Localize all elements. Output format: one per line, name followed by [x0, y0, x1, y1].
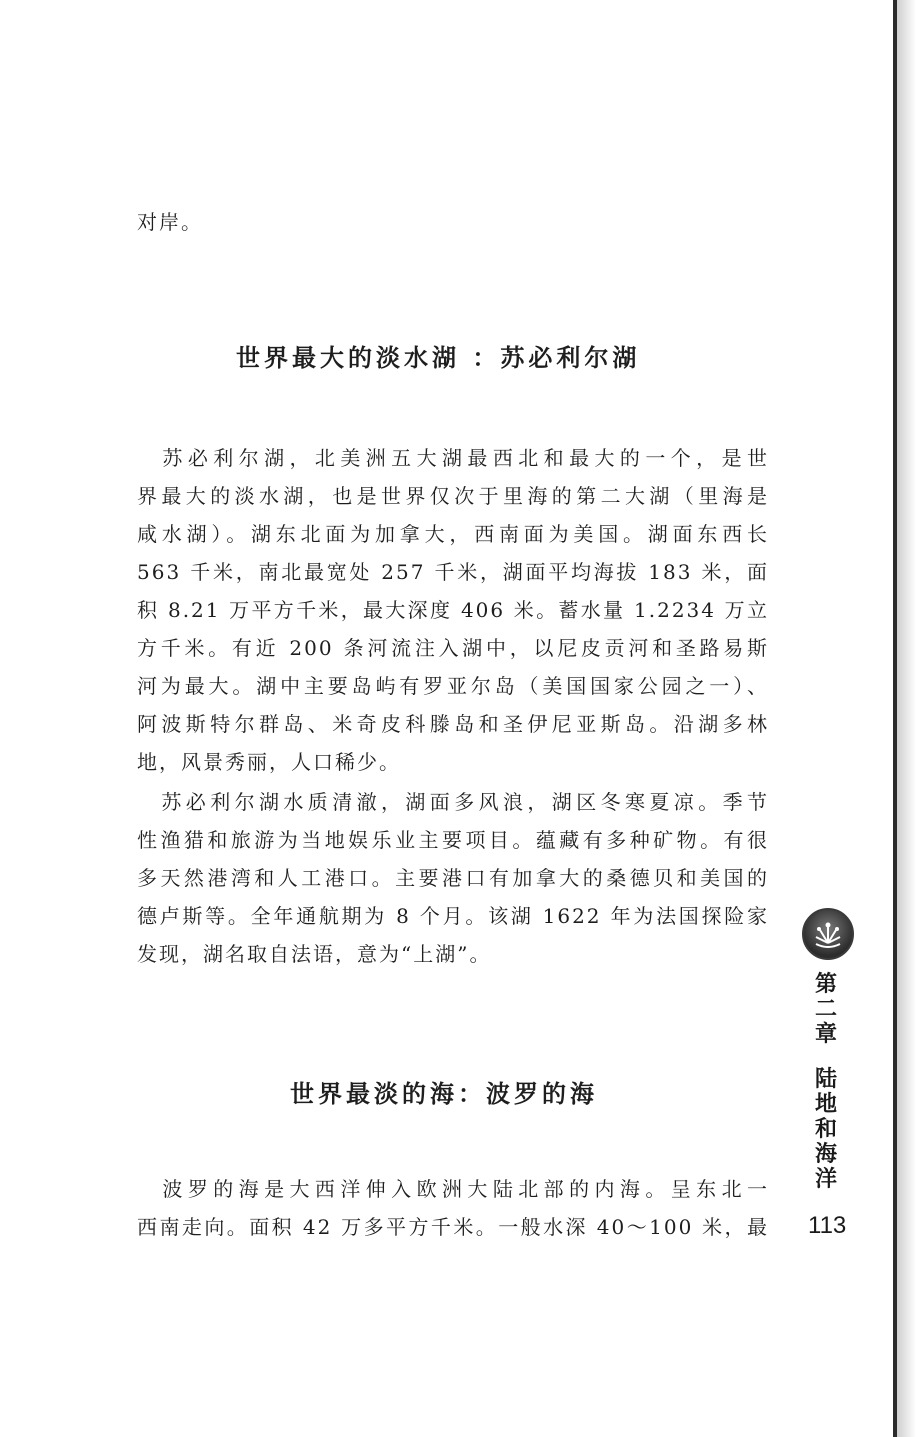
- chapter-emblem-icon: [802, 908, 854, 960]
- body-line: 咸水湖）。湖东北面为加拿大，西南面为美国。湖面东西长: [137, 522, 769, 546]
- chapter-margin-tab: [801, 908, 853, 1192]
- body-line: 界最大的淡水湖，也是世界仅次于里海的第二大湖（里海是: [137, 484, 769, 508]
- section-heading-superior: 世界最大的淡水湖 ：苏必利尔湖: [236, 343, 641, 372]
- body-line: 积 8.21 万平方千米，最大深度 406 米。蓄水量 1.2234 万立: [137, 598, 769, 622]
- chapter-title: 陆地和海洋: [815, 1066, 838, 1192]
- body-line: 苏必利尔湖，北美洲五大湖最西北和最大的一个，是世: [137, 446, 769, 470]
- page-number: 113: [808, 1212, 847, 1239]
- page-edge-shadow: [897, 0, 916, 1437]
- body-line: 西南走向。面积 42 万多平方千米。一般水深 40～100 米，最: [137, 1215, 769, 1239]
- section-heading-baltic: 世界最淡的海：波罗的海: [290, 1079, 598, 1108]
- body-line: 河为最大。湖中主要岛屿有罗亚尔岛（美国国家公园之一）、: [137, 674, 769, 698]
- body-line: 性渔猎和旅游为当地娱乐业主要项目。蕴藏有多种矿物。有很: [137, 828, 769, 852]
- body-line: 阿波斯特尔群岛、米奇皮科滕岛和圣伊尼亚斯岛。沿湖多林: [137, 712, 769, 736]
- body-line: 563 千米，南北最宽处 257 千米，湖面平均海拔 183 米，面: [137, 560, 769, 584]
- carryover-line: 对岸。: [137, 210, 203, 234]
- body-line: 方千米。有近 200 条河流注入湖中，以尼皮贡河和圣路易斯: [137, 636, 769, 660]
- chapter-number: 第二章: [815, 971, 838, 1047]
- body-line: 波罗的海是大西洋伸入欧洲大陆北部的内海。呈东北一: [137, 1177, 769, 1201]
- body-line: 德卢斯等。全年通航期为 8 个月。该湖 1622 年为法国探险家: [137, 904, 769, 928]
- body-line: 地，风景秀丽，人口稀少。: [137, 750, 401, 774]
- body-line: 发现，湖名取自法语，意为“上湖”。: [137, 942, 492, 966]
- body-line: 多天然港湾和人工港口。主要港口有加拿大的桑德贝和美国的: [137, 866, 769, 890]
- body-line: 苏必利尔湖水质清澈，湖面多风浪，湖区冬寒夏凉。季节: [137, 790, 769, 814]
